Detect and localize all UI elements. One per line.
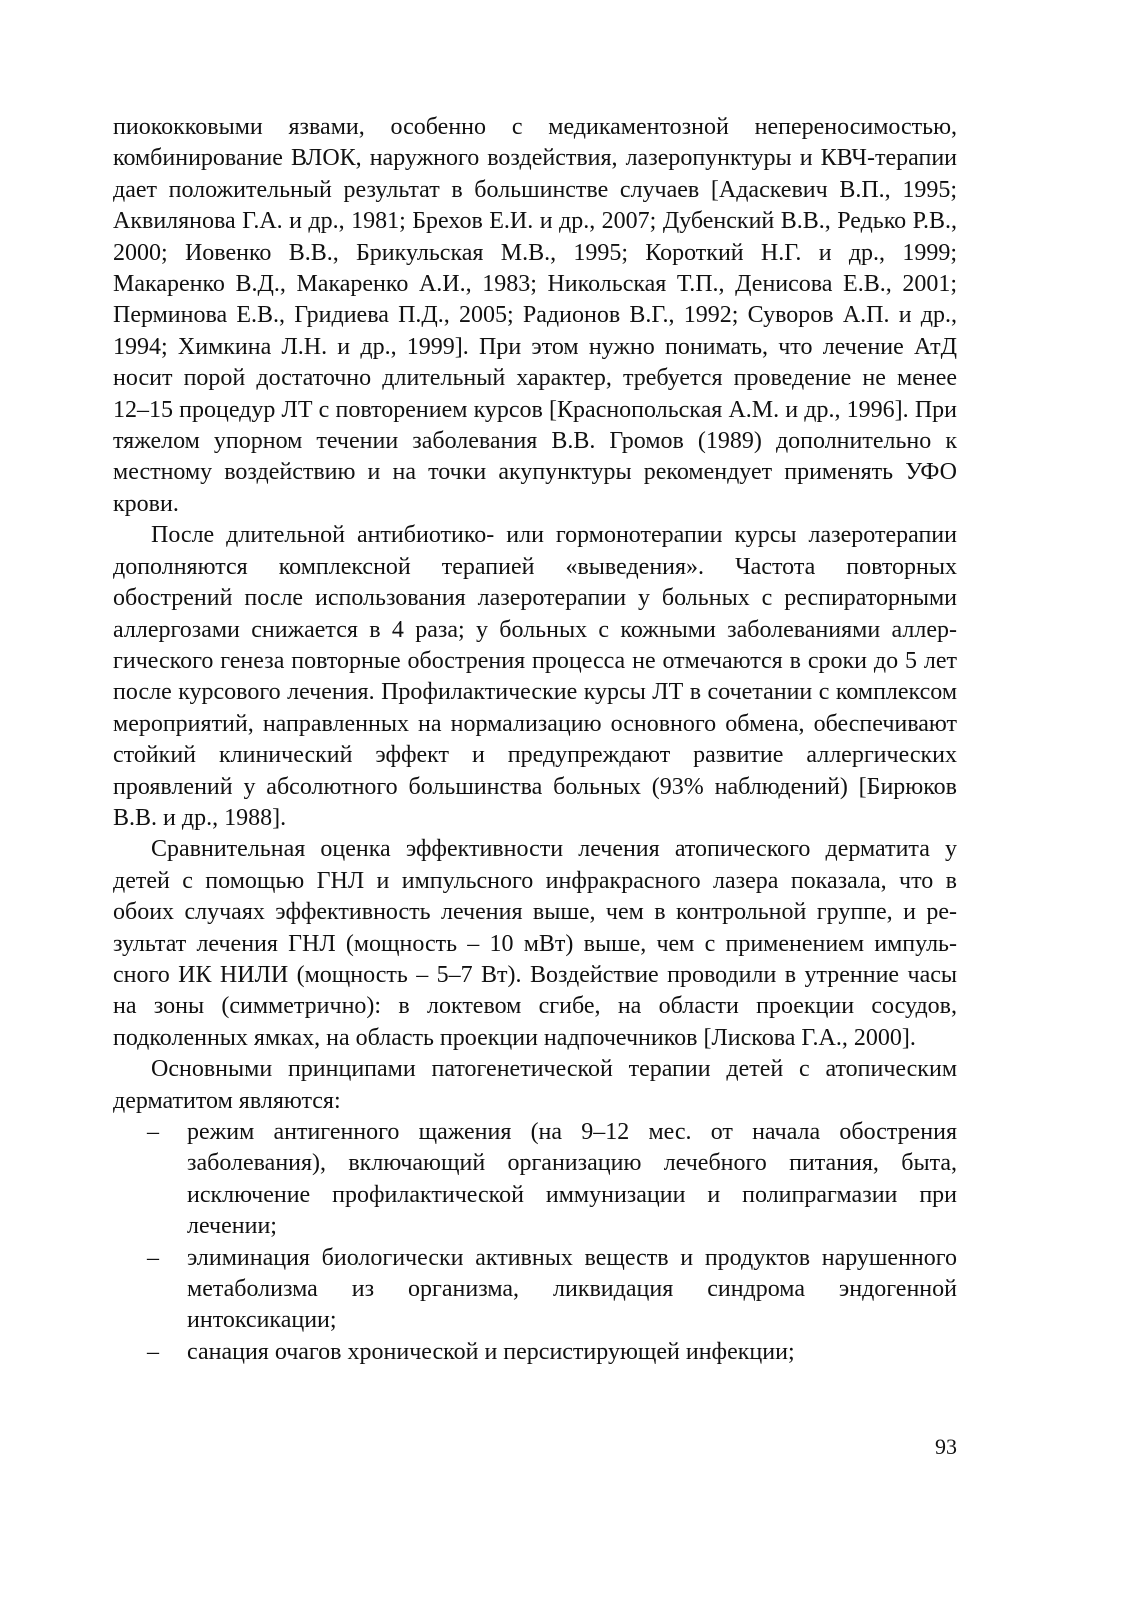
paragraph-1: пиококковыми язвами, особенно с медикаментозной непереносимостью, комбинирование ВЛОК, наружного воздействия, лазеропунктуры и КВЧ-терапии дает положительный результат в большинстве случаев [Адаскевич В.П., 1995; Аквилянова Г.А. и др., 1981; Брехов Е.И. и др., 2007; Дубенский В.В., Редько Р.В., 2000; Иовенко В.В., Брикульская М.В., 1995; Короткий Н.Г. и др., 1999; Макаренко В.Д., Макаренко А.И., 1983; Никольская Т.П., Денисова Е.В., 2001; Перминова Е.В., Гридиева П.Д., 2005; Радионов В.Г., 1992; Суворов А.П. и др., 1994; Химкина Л.Н. и др., 1999]. При этом нужно понимать, что лечение АтД носит порой достаточно длительный характер, требуется проведение не менее 12–15 процедур ЛТ с повторением курсов [Краснопольская А.М. и др., 1996]. При тяжелом упорном течении заболевания В.В. Громов (1989) дополнительно к местному воздействию и на точки акупунктуры рекомендует применять УФО крови.: [113, 114, 957, 517]
page-number: 93: [935, 1434, 957, 1459]
list-item: [113, 1243, 957, 1337]
list-dash-marker: –: [147, 1119, 159, 1145]
page-body: [113, 112, 957, 1368]
list-item-text: санация очагов хронической и персистирующей инфекции;: [187, 1338, 795, 1365]
paragraph-2: После длительной антибиотико- или гормонотерапии курсы лазеротерапии дополняются комплексной терапией «выведения». Частота повторных обострений после использования лазеротерапии у больных с респираторными аллергозами снижается в 4 раза; у больных с кожными заболеваниями аллергического генеза повторные обострения процесса не отмечаются в сроки до 5 лет после курсового лечения. Профилактические курсы ЛТ в сочетании с комплексом мероприятий, направленных на нормализацию основного обмена, обеспечивают стойкий клинический эффект и предупреждают развитие аллергических проявлений у абсолютного большинства больных (93% наблюдений) [Бирюков В.В. и др., 1988].: [113, 522, 957, 831]
list-dash-marker: –: [147, 1338, 159, 1365]
paragraph-3: Сравнительная оценка эффективности лечения атопического дерматита у детей с помощью ГНЛ и импульсного инфракрасного лазера показала, что в обоих случаях эффективность лечения выше, чем в контрольной группе, и результат лечения ГНЛ (мощность – 10 мВт) выше, чем с применением импульсного ИК НИЛИ (мощность – 5–7 Вт). Воздействие проводили в утренние часы на зоны (симметрично): в локтевом сгибе, на области проекции сосудов, подколенных ямках, на область проекции надпочечников [Лискова Г.А., 2000].: [113, 836, 957, 1051]
list-item: [113, 1337, 957, 1368]
list-item-text: режим антигенного щажения (на 9–12 мес. от начала обострения заболевания), включающий организацию лечебного питания, быта, исключение профилактической иммунизации и полипрагмазии при лечении;: [187, 1119, 957, 1240]
list-item-text: элиминация биологически активных веществ и продуктов нарушенного метаболизма из организма, ликвидация синдрома эндогенной интоксикации;: [187, 1244, 957, 1334]
therapy-principles-list: [113, 1117, 957, 1368]
list-dash-marker: –: [147, 1244, 159, 1271]
paragraph-4: Основными принципами патогенетической терапии детей с атопическим дерматитом являются:: [113, 1056, 957, 1114]
list-item: [113, 1117, 957, 1243]
